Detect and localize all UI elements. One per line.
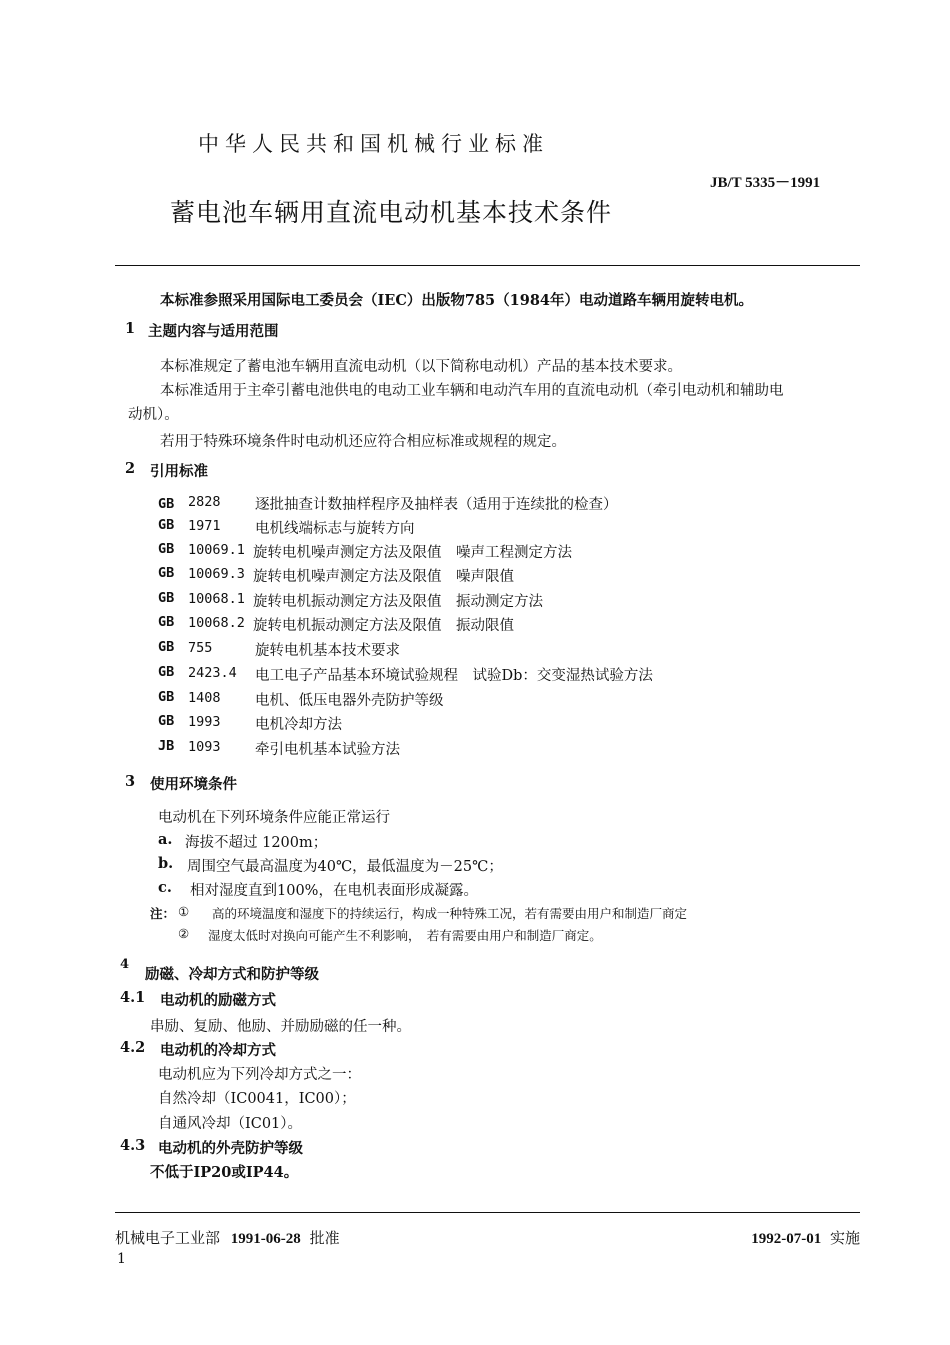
ref-prefix: GB <box>158 689 175 705</box>
section-4-number: 4 <box>120 957 130 972</box>
section-4-3-number: 4.3 <box>120 1137 146 1154</box>
ref-prefix: GB <box>158 614 175 630</box>
note-mark: ② <box>178 926 190 941</box>
ref-code: 1408 <box>188 690 221 706</box>
section-4-3-heading: 电动机的外壳防护等级 <box>158 1140 303 1157</box>
note-text: 湿度太低时对换向可能产生不利影响， 若有需要由用户和制造厂商定。 <box>208 928 602 943</box>
env-item-label: b. <box>158 855 174 872</box>
ref-prefix: GB <box>158 664 175 680</box>
ref-code: 755 <box>188 640 213 656</box>
ref-title: 旋转电机振动测定方法及限值 振动限值 <box>253 618 514 634</box>
section-4-2-item: 自然冷却（IC0041，IC00）； <box>158 1091 356 1107</box>
section-4-1-heading: 电动机的励磁方式 <box>160 992 276 1009</box>
section-1-paragraph-2: 本标准适用于主牵引蓄电池供电的电动工业车辆和电动汽车用的直流电动机（牵引电动机和辅助电 <box>160 383 784 399</box>
section-4-1-number: 4.1 <box>120 989 146 1006</box>
ref-code: 10068.2 <box>188 615 245 631</box>
ref-code: 2423.4 <box>188 665 237 681</box>
section-2-heading: 引用标准 <box>150 463 208 480</box>
footer-implementation <box>751 1227 860 1248</box>
section-1-paragraph-1: 本标准规定了蓄电池车辆用直流电动机（以下简称电动机）产品的基本技术要求。 <box>160 359 682 375</box>
ref-title: 逐批抽查计数抽样程序及抽样表（适用于连续批的检查） <box>255 497 618 513</box>
standard-category-title: 中华人民共和国机械行业标准 <box>198 132 549 156</box>
ref-title: 电机、低压电器外壳防护等级 <box>255 693 444 709</box>
section-3-lead: 电动机在下列环境条件应能正常运行 <box>158 810 390 826</box>
header-divider <box>115 265 860 266</box>
ref-prefix: GB <box>158 517 175 533</box>
ref-code: 2828 <box>188 494 221 510</box>
section-1-paragraph-2-cont: 动机）。 <box>128 407 179 423</box>
section-4-heading: 励磁、冷却方式和防护等级 <box>145 966 319 983</box>
section-3-number: 3 <box>125 773 136 790</box>
note-mark: ① <box>178 904 190 919</box>
ref-title: 旋转电机噪声测定方法及限值 噪声工程测定方法 <box>253 545 572 561</box>
ref-title: 牵引电机基本试验方法 <box>255 742 400 758</box>
ref-title: 旋转电机基本技术要求 <box>255 643 400 659</box>
note-label: 注： <box>150 906 176 921</box>
section-2-number: 2 <box>125 460 136 477</box>
page-number: 1 <box>117 1251 126 1267</box>
ref-prefix: JB <box>158 738 175 754</box>
section-1-heading: 主题内容与适用范围 <box>148 323 279 340</box>
ref-code: 10069.3 <box>188 566 245 582</box>
footer-approve-label: 批准 <box>309 1229 340 1247</box>
section-4-3-text: 不低于IP20或IP44。 <box>150 1164 299 1181</box>
ref-prefix: GB <box>158 713 175 729</box>
ref-title: 电工电子产品基本环境试验规程 试验Db：交变湿热试验方法 <box>255 668 653 684</box>
section-4-2-lead: 电动机应为下列冷却方式之一： <box>158 1067 361 1083</box>
env-item-text: 周围空气最高温度为40℃，最低温度为－25℃； <box>187 859 503 875</box>
footer-issuer: 机械电子工业部 <box>115 1229 221 1247</box>
intro-paragraph: 本标准参照采用国际电工委员会（IEC）出版物785（1984年）电动道路车辆用旋转电机。 <box>160 292 753 309</box>
ref-title: 电机线端标志与旋转方向 <box>255 521 415 537</box>
env-item-text: 海拔不超过 1200m； <box>185 835 328 851</box>
ref-title: 旋转电机振动测定方法及限值 振动测定方法 <box>253 594 543 610</box>
document-title: 蓄电池车辆用直流电动机基本技术条件 <box>170 198 613 227</box>
ref-title: 电机冷却方法 <box>255 717 342 733</box>
footer-approval <box>115 1227 340 1248</box>
ref-prefix: GB <box>158 639 175 655</box>
env-item-text: 相对湿度直到100%，在电机表面形成凝露。 <box>190 883 478 899</box>
ref-code: 10068.1 <box>188 591 245 607</box>
section-4-2-number: 4.2 <box>120 1039 146 1056</box>
section-4-2-heading: 电动机的冷却方式 <box>160 1042 276 1059</box>
section-1-number: 1 <box>125 320 136 337</box>
env-item-label: a. <box>158 831 173 848</box>
section-3-heading: 使用环境条件 <box>150 776 237 793</box>
ref-code: 1971 <box>188 518 221 534</box>
ref-prefix: GB <box>158 590 175 606</box>
section-4-2-item: 自通风冷却（IC01）。 <box>158 1116 303 1132</box>
footer-impl-date: 1992-07-01 <box>751 1231 822 1247</box>
ref-prefix: GB <box>158 565 175 581</box>
footer-impl-label: 实施 <box>829 1229 860 1247</box>
ref-prefix: GB <box>158 541 175 557</box>
ref-prefix: GB <box>158 496 175 512</box>
footer-approve-date: 1991-06-28 <box>230 1231 301 1247</box>
env-item-label: c. <box>158 879 172 896</box>
note-text: 高的环境温度和湿度下的持续运行，构成一种特殊工况，若有需要由用户和制造厂商定 <box>212 906 688 921</box>
ref-code: 1993 <box>188 714 221 730</box>
ref-code: 10069.1 <box>188 542 245 558</box>
reference-item <box>158 493 174 512</box>
footer-divider <box>115 1212 860 1213</box>
standard-code: JB/T 5335－1991 <box>710 175 821 191</box>
ref-title: 旋转电机噪声测定方法及限值 噪声限值 <box>253 569 514 585</box>
section-4-1-text: 串励、复励、他励、并励励磁的任一种。 <box>150 1019 411 1035</box>
ref-code: 1093 <box>188 739 221 755</box>
section-1-paragraph-3: 若用于特殊环境条件时电动机还应符合相应标准或规程的规定。 <box>160 434 566 450</box>
